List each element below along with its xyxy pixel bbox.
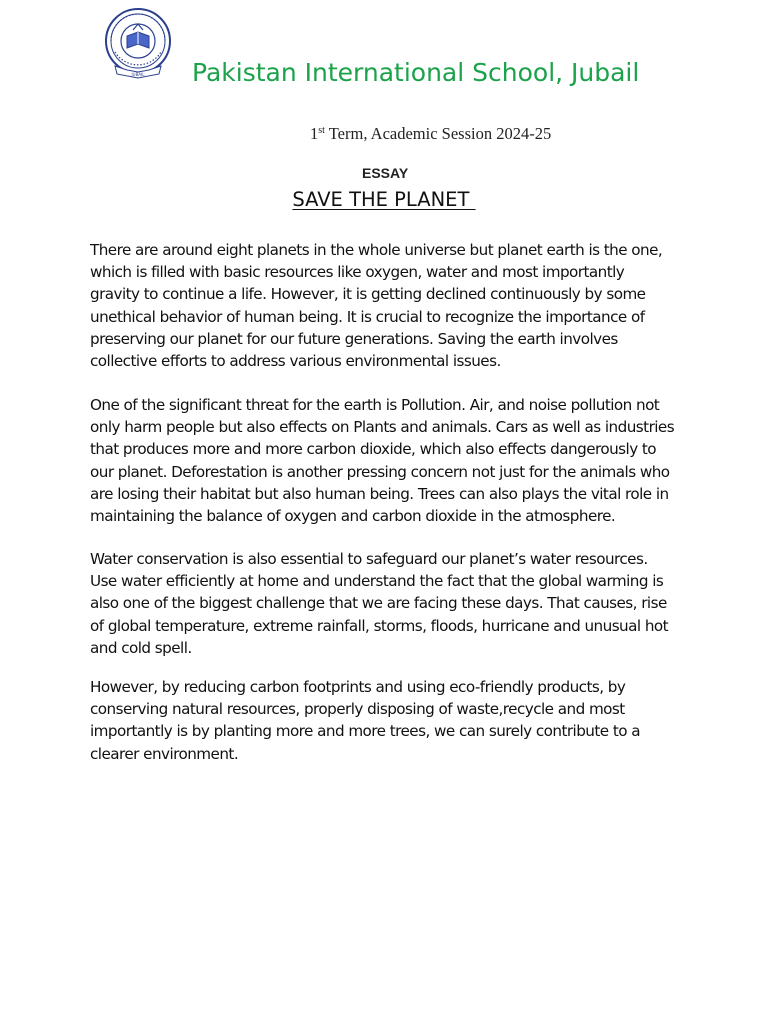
essay-paragraph: However, by reducing carbon footprints and using eco-friendly products, by conserving natural resources, properly disposing of waste,recycle and most importantly is by planting more and more trees, we can surely contribute to a clearer environment. [90, 678, 641, 763]
term-ordinal-suffix: st [318, 125, 325, 136]
essay-paragraph: One of the significant threat for the earth is Pollution. Air, and noise pollution not only harm people but also effects on Plants and animals. Cars as well as industries that produces more and more carbon dioxide, which also effects dangerously to our planet. Deforestation is another pressing concern not just for the animals who are losing their habitat but also human being. Trees can also plays the vital role in maintaining the balance of oxygen and carbon dioxide in the atmosphere. [90, 396, 675, 526]
svg-text:JUBAIL: JUBAIL [131, 72, 145, 77]
essay-label: ESSAY [362, 165, 409, 181]
essay-paragraph: There are around eight planets in the whole universe but planet earth is the one, which is filled with basic resources like oxygen, water and most importantly gravity to continue a life. However, it is getting declined continuously by some unethical behavior of human being. It is crucial to recognize the importance of preserving our planet for our future generations. Saving the earth involves collective efforts to address various environmental issues. [90, 241, 663, 371]
term-ordinal: 1 [310, 124, 319, 143]
essay-title: SAVE THE PLANET [292, 188, 476, 211]
term-session-line [310, 124, 551, 144]
essay-paragraph: Water conservation is also essential to safeguard our planet’s water resources. Use water efficiently at home and understand the fact that the global warming is also one of the biggest challenge that we are facing these days. That causes, rise of global temperature, extreme rainfall, storms, floods, hurricane and unusual hot and cold spell. [90, 550, 669, 657]
term-session-text: Term, Academic Session 2024-25 [324, 124, 552, 143]
school-name: Pakistan International School, Jubail [192, 58, 640, 87]
